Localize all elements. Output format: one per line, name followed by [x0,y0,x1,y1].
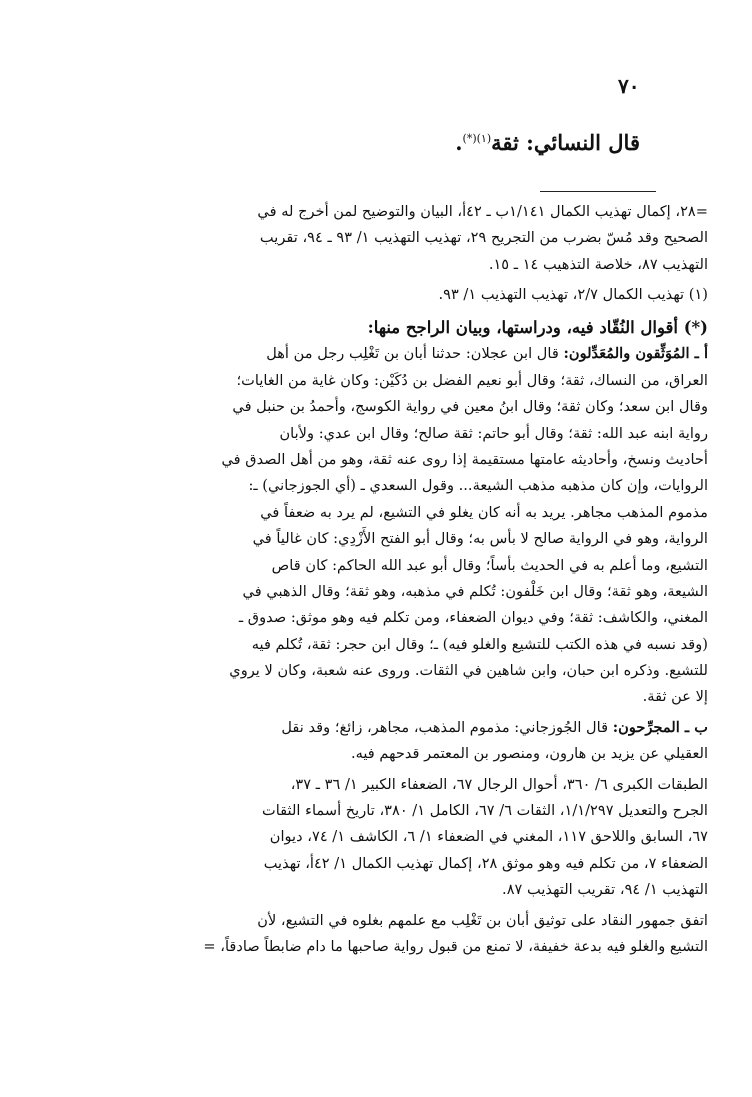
footnote-continuation [257,199,708,278]
text-line: اتفق جمهور النقاد على توثيق أبان بن تَغْلِب مع علمهم بغلوه في التشيع، لأن [257,911,708,929]
part-b-first-line [203,715,708,741]
text-line: الضعفاء ٧، من تكلم فيه وهو موثق ٢٨، إكمال تهذيب الكمال ١/ ٤٢أ، تهذيب [263,854,708,872]
part-a-first-line [203,341,708,367]
footnote-separator [540,191,656,192]
text-line: رواية ابنه عبد الله: ثقة؛ وقال أبو حاتم: ثقة صالح؛ وقال ابن عدي: ولأبان [279,424,708,442]
text-line: الشيعة، وهو ثقة؛ وقال ابن خَلْفون: تُكلم في مذهبه، وهو ثقة؛ وقال الذهبي في [242,582,708,600]
text-line: الصحيح وقد مُسّ بضرب من التجريح ٢٩، تهذيب التهذيب ١/ ٩٣ ـ ٩٤، تقريب [259,229,708,247]
critics-section [203,315,708,960]
footnote-1 [438,282,708,308]
text-line: التهذيب ٨٧، خلاصة التذهيب ١٤ ـ ١٥. [488,255,708,273]
text-line: إلا عن ثقة. [642,688,708,706]
text-line: الروايات، وإن كان مذهبه مذهب الشيعة... وقول السعدي ـ (أي الجوزجاني) ـ: [248,477,708,495]
text-line: الجرح والتعديل ١/١/٢٩٧، الثقات ٦/ ٦٧، الكامل ١/ ٣٨٠، تاريخ أسماء الثقات [261,802,708,820]
text-line: مذموم المذهب مجاهر. يريد به أنه كان يغلو في التشيع، لم يرد به ضعفاً في [260,503,708,521]
footnote-markers: (١)(*) [462,132,492,145]
section-title: (*) أقوال النُقّاد فيه، ودراستها، وبيان الراجح منها: [367,318,708,337]
page-number: ٧٠ [618,74,640,98]
text-line: التشيع والغلو فيه بدعة خفيفة، لا تمنع من قبول رواية صاحبها ما دام ضابطاً صادقاً، = [203,937,708,955]
part-b-label: ب ـ المجرِّحون: [612,718,708,736]
heading-end: . [455,130,463,155]
text-line: المغني، والكاشف: ثقة؛ وفي ديوان الضعفاء، ومن تكلم فيه وهو موثق: صدوق ـ [238,609,708,627]
part-a-text: قال ابن عجلان: حدثنا أبان بن تَغْلِب رجل من أهل [266,345,564,363]
text-line: التهذيب ١/ ٩٤، تقريب التهذيب ٨٧. [502,881,708,899]
text-line: (وقد نسبه في هذه الكتب للتشيع والغلو فيه) ـ؛ وقال ابن حجر: ثقة، تُكلم فيه [251,635,708,653]
text-line: وقال ابن سعد؛ وكان ثقة؛ وقال ابنُ معين في رواية الكوسج، وأحمدُ بن حنبل في [232,398,708,416]
text-line: ٦٧، السابق واللاحق ١١٧، المغني في الضعفاء ١/ ٦، الكاشف ١/ ٧٤، ديوان [269,828,708,846]
text-line: (١) تهذيب الكمال ٢/٧، تهذيب التهذيب ١/ ٩٣. [438,286,708,303]
page-heading [455,130,640,155]
text-line: الرواية، وهو في الرواية صالح لا بأس به؛ وقال أبو الفتح الأَزْدِي: كان غالياً في [252,530,708,548]
text-line: التشيع، وما أعلم به في الحديث بأساً؛ وقال أبو عبد الله الحاكم: كان قاص [271,556,708,574]
text-line: للتشيع. وذكره ابن حبان، وابن شاهين في الثقات. وروى عنه شعبة، وكان لا يروي [229,662,708,680]
text-line: العراق، من النساك، ثقة؛ وقال أبو نعيم الفضل بن دُكَيْن: وكان غاية من الغايات؛ [236,371,708,389]
text-line: الطبقات الكبرى ٦/ ٣٦٠، أحوال الرجال ٦٧، الضعفاء الكبير ١/ ٣٦ ـ ٣٧، [290,775,708,793]
text-line: أحاديث ونسخ، وأحاديثه عامتها مستقيمة إذا روى عنه ثقة، وهو من أهل الصدق في [221,450,708,468]
heading-text: قال النسائي: ثقة [491,130,640,155]
text-line: العقيلي عن يزيد بن هارون، ومنصور بن المعتمر قدحهم فيه. [350,745,708,763]
part-b-text: قال الجُوزجاني: مذموم المذهب، مجاهر، زائغ؛ وقد نقل [281,718,613,736]
part-a-label: أ ـ المُوَثِّقون والمُعَدِّلون: [563,345,708,363]
text-line: =٢٨، إكمال تهذيب الكمال ١/١٤١ب ـ ٤٢أ، البيان والتوضيح لمن أخرج له في [257,203,708,220]
